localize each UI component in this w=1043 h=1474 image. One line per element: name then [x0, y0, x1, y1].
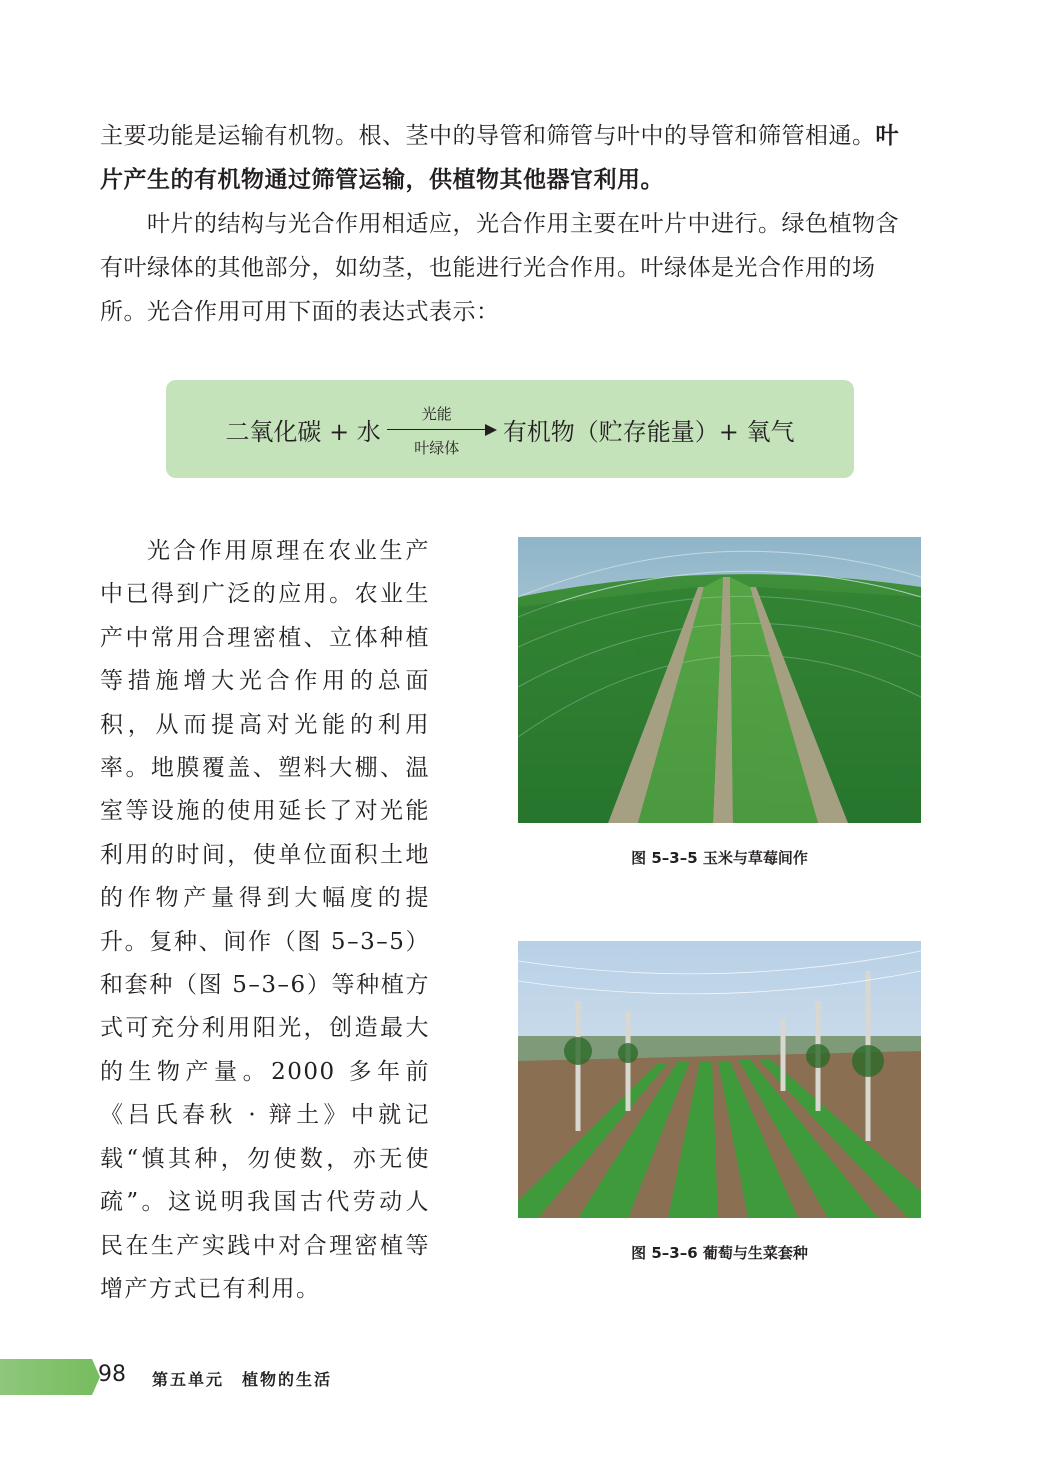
equation-products: 有机物（贮存能量）+ 氧气: [502, 417, 795, 446]
paragraph-1-bold: 叶片产生的有机物通过筛管运输，供植物其他器官利用。: [100, 123, 899, 193]
footer-green-bar: [0, 1359, 92, 1395]
column-text: 光合作用原理在农业生产中已得到广泛的应用。农业生产中常用合理密植、立体种植等措施增大光合作用的总面积，从而提高对光能的利用率。地膜覆盖、塑料大棚、温室等设施的使用延长了对光能利用的时间，使单位面积土地的作物产量得到大幅度的提升。复种、间作（图 5–3–5）和套种（图 5–3–6）等种植方式可充分利用阳光，创造最大的生物产量。2000 多年前《吕氏春秋 · 辩土》中就记载“慎其种，勿使数，亦无使疏”。这说明我国古代劳动人民在生产实践中对合理密植等增产方式已有利用。: [100, 538, 430, 1302]
paragraph-1: [100, 114, 920, 202]
arrow-condition-chloroplast: 叶绿体: [414, 439, 460, 457]
photo-corn-strawberry-intercropping: [518, 537, 921, 823]
equation-box: [166, 380, 854, 478]
photosynthesis-equation: [166, 380, 854, 478]
arrow-head-icon: [485, 424, 497, 436]
paragraph-1-normal: 主要功能是运输有机物。根、茎中的导管和筛管与叶中的导管和筛管相通。: [100, 123, 876, 149]
arrow-line: [387, 429, 487, 430]
equation-reactants: 二氧化碳 + 水: [225, 417, 381, 446]
figure-caption-2: 图 5–3–6 葡萄与生菜套种: [631, 1244, 808, 1262]
photo-grape-lettuce-relay-cropping: [518, 941, 921, 1218]
figure-caption-1: 图 5–3–5 玉米与草莓间作: [631, 849, 808, 867]
unit-title: 第五单元 植物的生活: [152, 1370, 333, 1389]
paragraph-3: 光合作用可用下面的表达式表示：: [147, 299, 500, 325]
reaction-arrow: [387, 405, 497, 457]
paragraph-2: 叶片的结构与光合作用相适应，光合作用主要在叶片中进行。绿色植物含有叶绿体的其他部分，如幼茎，也能进行光合作用。叶绿体是光合作用的场所。: [100, 211, 899, 325]
page-number: 98: [98, 1362, 126, 1387]
arrow-condition-light: 光能: [421, 405, 452, 423]
